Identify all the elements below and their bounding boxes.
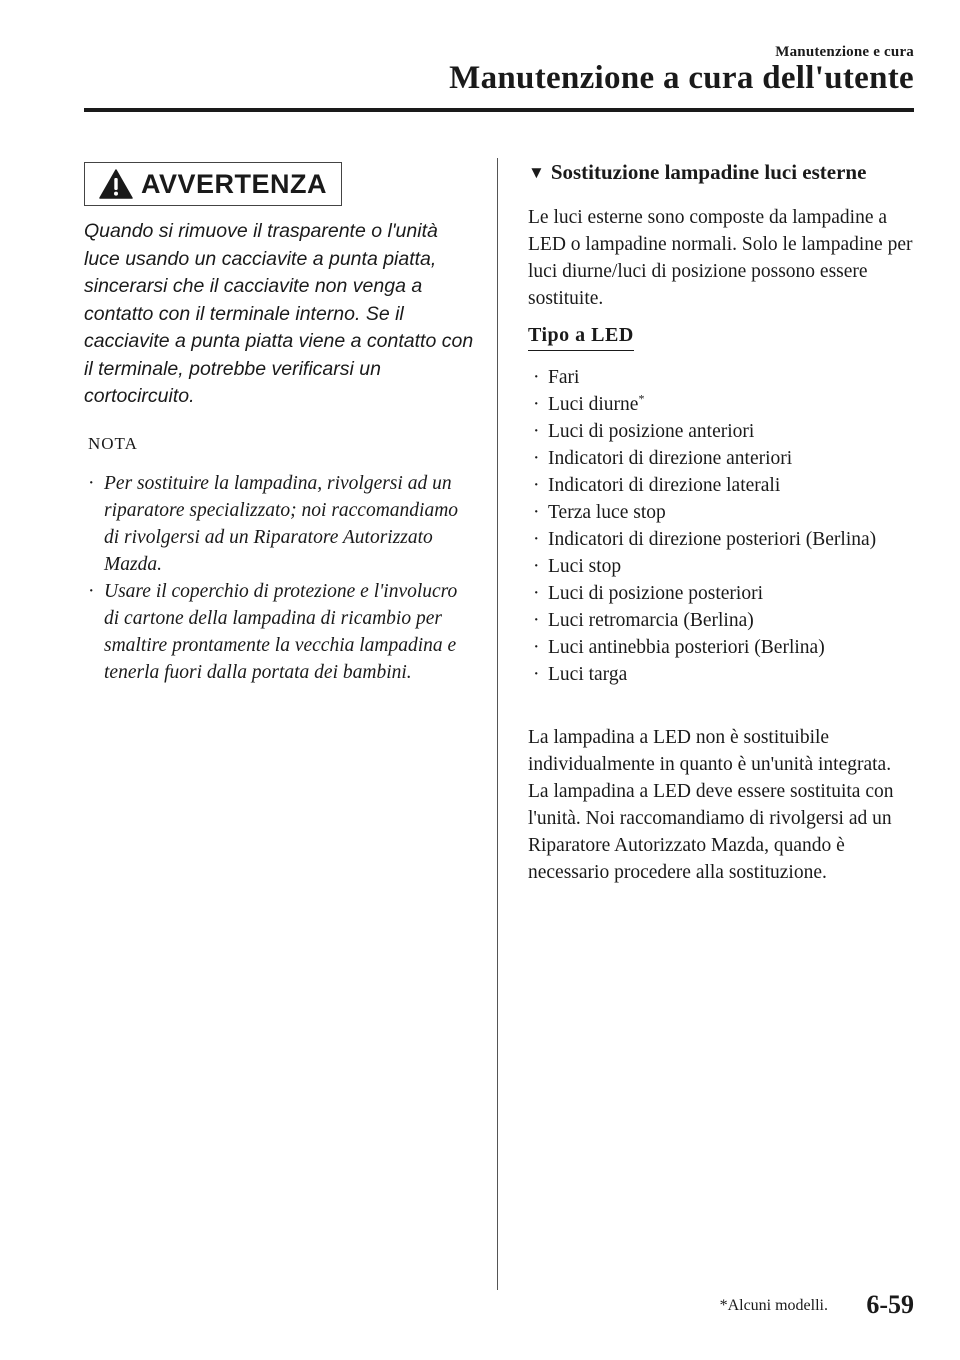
bullet: · — [533, 529, 540, 550]
list-item — [528, 445, 918, 472]
warning-box — [84, 162, 342, 206]
bullet: · — [88, 581, 95, 602]
subheading-led: Tipo a LED — [528, 324, 634, 351]
bullet: · — [533, 394, 540, 415]
led-list — [528, 364, 918, 688]
list-item — [528, 526, 918, 553]
footer-note: *Alcuni modelli. — [719, 1297, 828, 1314]
list-item — [528, 661, 918, 688]
bullet: · — [533, 421, 540, 442]
list-item — [528, 391, 918, 418]
nota-item-text: Usare il coperchio di protezione e l'involucro di cartone della lampadina di ricambio per smaltire prontamente la vecchia lampadina e tenerla fuori dalla portata dei bambini. — [104, 581, 458, 683]
list-item-text: Luci retromarcia (Berlina) — [548, 610, 754, 631]
list-item-text: Luci targa — [548, 664, 628, 685]
list-item-text: Indicatori di direzione anteriori — [548, 448, 793, 469]
warning-triangle-icon — [99, 169, 133, 199]
bullet: · — [88, 473, 95, 494]
list-item — [528, 607, 918, 634]
outro-paragraph-2: La lampadina a LED deve essere sostituita con l'unità. Noi raccomandiamo di rivolgersi ad un Riparatore Autorizzato Mazda, quando è necessario procedere alla sostituzione. — [528, 781, 894, 883]
list-item — [528, 553, 918, 580]
nota-item — [88, 578, 473, 686]
header-chapter: Manutenzione e cura — [775, 44, 914, 60]
list-item — [528, 634, 918, 661]
nota-item-text: Per sostituire la lampadina, rivolgersi ad un riparatore specializzato; noi raccomandiamo di rivolgersi ad un Riparatore Autorizzato Mazda. — [104, 473, 459, 575]
list-item — [528, 364, 918, 391]
list-item-text: Terza luce stop — [548, 502, 666, 523]
list-item — [528, 418, 918, 445]
section-title — [528, 160, 928, 185]
warning-label: AVVERTENZA — [140, 168, 327, 199]
section-outro — [528, 724, 918, 886]
bullet: · — [533, 610, 540, 631]
bullet: · — [533, 448, 540, 469]
bullet: · — [533, 637, 540, 658]
list-item — [528, 472, 918, 499]
asterisk-mark: * — [638, 391, 645, 406]
list-item — [528, 580, 918, 607]
bullet: · — [533, 556, 540, 577]
list-item-text: Luci stop — [548, 556, 622, 577]
bullet: · — [533, 502, 540, 523]
nota-label: NOTA — [88, 434, 138, 453]
bullet: · — [533, 475, 540, 496]
list-item-text: Luci antinebbia posteriori (Berlina) — [548, 637, 825, 658]
list-item-text: Fari — [548, 367, 580, 388]
header-rule — [84, 108, 914, 112]
warning-text: Quando si rimuove il trasparente o l'unità luce usando un cacciavite a punta piatta, sincerarsi che il cacciavite non venga a contatto con il terminale interno. Se il cacciavite a punta piatta viene a contatto con il terminale, potrebbe verificarsi un cortocircuito. — [84, 220, 474, 407]
nota-item — [88, 470, 473, 578]
list-item-text: Luci diurne — [548, 394, 639, 415]
section-marker-icon: ▼ — [528, 163, 545, 182]
column-divider — [497, 158, 498, 1290]
bullet: · — [533, 367, 540, 388]
bullet: · — [533, 583, 540, 604]
nota-list — [88, 470, 473, 686]
section-title-text: Sostituzione lampadine luci esterne — [550, 160, 867, 184]
list-item-text: Indicatori di direzione laterali — [548, 475, 781, 496]
page-number: 6-59 — [866, 1290, 914, 1319]
list-item-text: Luci di posizione anteriori — [548, 421, 755, 442]
outro-paragraph-1: La lampadina a LED non è sostituibile individualmente in quanto è un'unità integrata. — [528, 727, 892, 775]
list-item-text: Luci di posizione posteriori — [548, 583, 763, 604]
page-title: Manutenzione a cura dell'utente — [449, 60, 914, 96]
bullet: · — [533, 664, 540, 685]
list-item — [528, 499, 918, 526]
list-item-text: Indicatori di direzione posteriori (Berlina) — [548, 529, 877, 550]
section-intro: Le luci esterne sono composte da lampadine a LED o lampadine normali. Solo le lampadine per luci diurne/luci di posizione possono essere sostituite. — [528, 207, 913, 309]
